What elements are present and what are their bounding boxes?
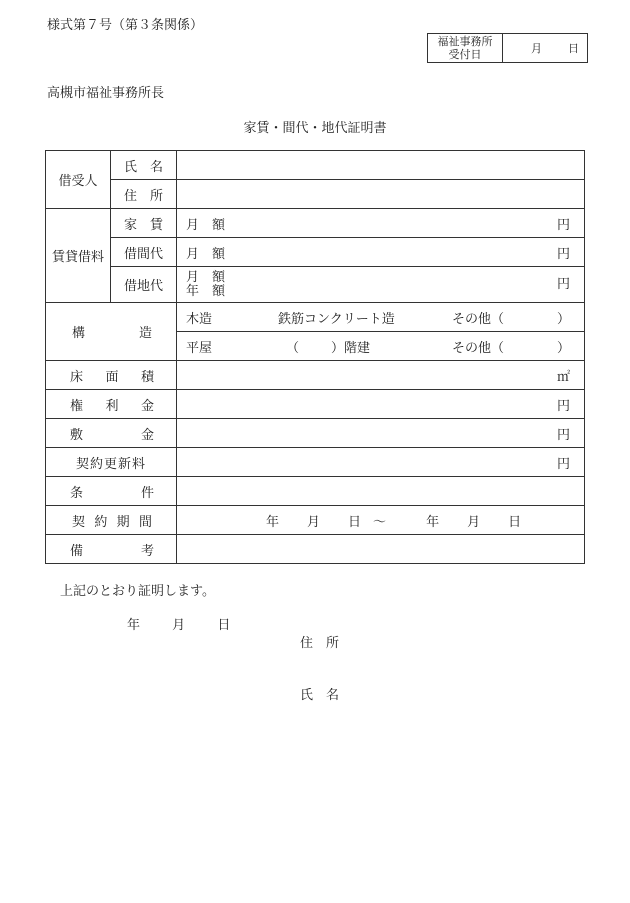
rc-option: 鉄筋コンクリート造 [278, 311, 395, 327]
name-label: 氏 名 [111, 151, 177, 180]
period-char: 約 [94, 514, 108, 530]
structure-label-char: 造 [138, 326, 152, 341]
borrower-label: 借受人 [46, 151, 111, 209]
period-label [46, 506, 177, 535]
yen-unit: 円 [556, 427, 570, 443]
certification-statement: 上記のとおり証明します。 [60, 584, 215, 599]
chidai-yearly-label: 年 額 [186, 283, 226, 299]
structure-label [46, 303, 177, 361]
addressee: 高槻市福祉事務所長 [47, 86, 165, 101]
yen-unit: 円 [556, 246, 570, 262]
wooden-option: 木造 [186, 311, 213, 327]
floors-label: ）階建 [331, 340, 371, 356]
chidai-label: 借地代 [111, 267, 177, 303]
period-start-year: 年 [266, 514, 280, 530]
chidai-monthly-label: 月 額 [186, 269, 226, 285]
period-field[interactable] [177, 506, 585, 535]
yen-unit: 円 [556, 276, 570, 292]
floors-open: （ [286, 340, 300, 356]
address-label: 住 所 [111, 180, 177, 209]
renewal-fee-field[interactable] [177, 448, 585, 477]
period-tilde: ～ [373, 514, 387, 530]
reception-label [428, 34, 503, 62]
signer-name-label: 氏 名 [300, 688, 340, 703]
reception-label-line1: 福祉事務所 [437, 35, 493, 48]
chidai-field[interactable] [177, 267, 585, 303]
yen-unit: 円 [556, 217, 570, 233]
sqm-unit: ㎡ [556, 369, 570, 385]
reception-label-line2: 受付日 [448, 48, 482, 61]
other-floors-close: ） [556, 340, 570, 356]
other-structure-option: その他（ [452, 311, 505, 327]
rent-fee-label: 賃貸借料 [46, 209, 111, 303]
floors-row[interactable] [177, 332, 585, 361]
reception-day: 日 [568, 42, 579, 55]
floor-area-char: 床 [70, 369, 84, 385]
period-char: 契 [72, 514, 86, 530]
remarks-char: 備 [70, 543, 84, 559]
conditions-label [46, 477, 177, 506]
period-end-year: 年 [426, 514, 440, 530]
yachin-field[interactable] [177, 209, 585, 238]
deposit-field[interactable] [177, 419, 585, 448]
certificate-table [45, 150, 585, 564]
key-money-label [46, 390, 177, 419]
reception-month: 月 [531, 42, 542, 55]
other-structure-close: ） [556, 311, 570, 327]
yachin-label: 家 賃 [111, 209, 177, 238]
floor-area-char: 積 [140, 369, 154, 385]
name-field[interactable] [177, 151, 585, 180]
date-month: 月 [172, 618, 186, 633]
certification-date [127, 614, 230, 633]
conditions-field[interactable] [177, 477, 585, 506]
form-number: 様式第７号（第３条関係） [47, 18, 204, 33]
period-end-day: 日 [508, 514, 522, 530]
deposit-char: 敷 [70, 427, 84, 443]
period-start-month: 月 [307, 514, 321, 530]
makandai-label: 借間代 [111, 238, 177, 267]
other-floors-option: その他（ [452, 340, 505, 356]
makandai-monthly-label: 月 額 [186, 246, 226, 262]
makandai-field[interactable] [177, 238, 585, 267]
key-money-char: 利 [105, 398, 119, 414]
structure-label-char: 構 [72, 326, 86, 341]
key-money-field[interactable] [177, 390, 585, 419]
remarks-field[interactable] [177, 535, 585, 564]
period-start-day: 日 [348, 514, 362, 530]
document-title: 家賃・間代・地代証明書 [243, 121, 387, 136]
period-end-month: 月 [467, 514, 481, 530]
reception-date [503, 34, 587, 62]
key-money-char: 権 [70, 398, 84, 414]
yachin-monthly-label: 月 額 [186, 217, 226, 233]
period-char: 期 [116, 514, 130, 530]
date-year: 年 [127, 618, 141, 633]
structure-type-row[interactable] [177, 303, 585, 332]
floor-area-field[interactable] [177, 361, 585, 390]
remarks-char: 考 [140, 543, 154, 559]
date-day: 日 [217, 618, 231, 633]
reception-stamp-box [427, 33, 588, 63]
period-char: 間 [138, 514, 152, 530]
signer-address-label: 住 所 [300, 636, 340, 651]
yen-unit: 円 [556, 398, 570, 414]
floor-area-label [46, 361, 177, 390]
single-story-option: 平屋 [186, 340, 213, 356]
yen-unit: 円 [556, 456, 570, 472]
remarks-label [46, 535, 177, 564]
renewal-fee-label: 契約更新料 [46, 448, 177, 477]
deposit-label [46, 419, 177, 448]
address-field[interactable] [177, 180, 585, 209]
deposit-char: 金 [140, 427, 154, 443]
key-money-char: 金 [140, 398, 154, 414]
conditions-char: 条 [70, 485, 84, 501]
floor-area-char: 面 [105, 369, 119, 385]
conditions-char: 件 [140, 485, 154, 501]
